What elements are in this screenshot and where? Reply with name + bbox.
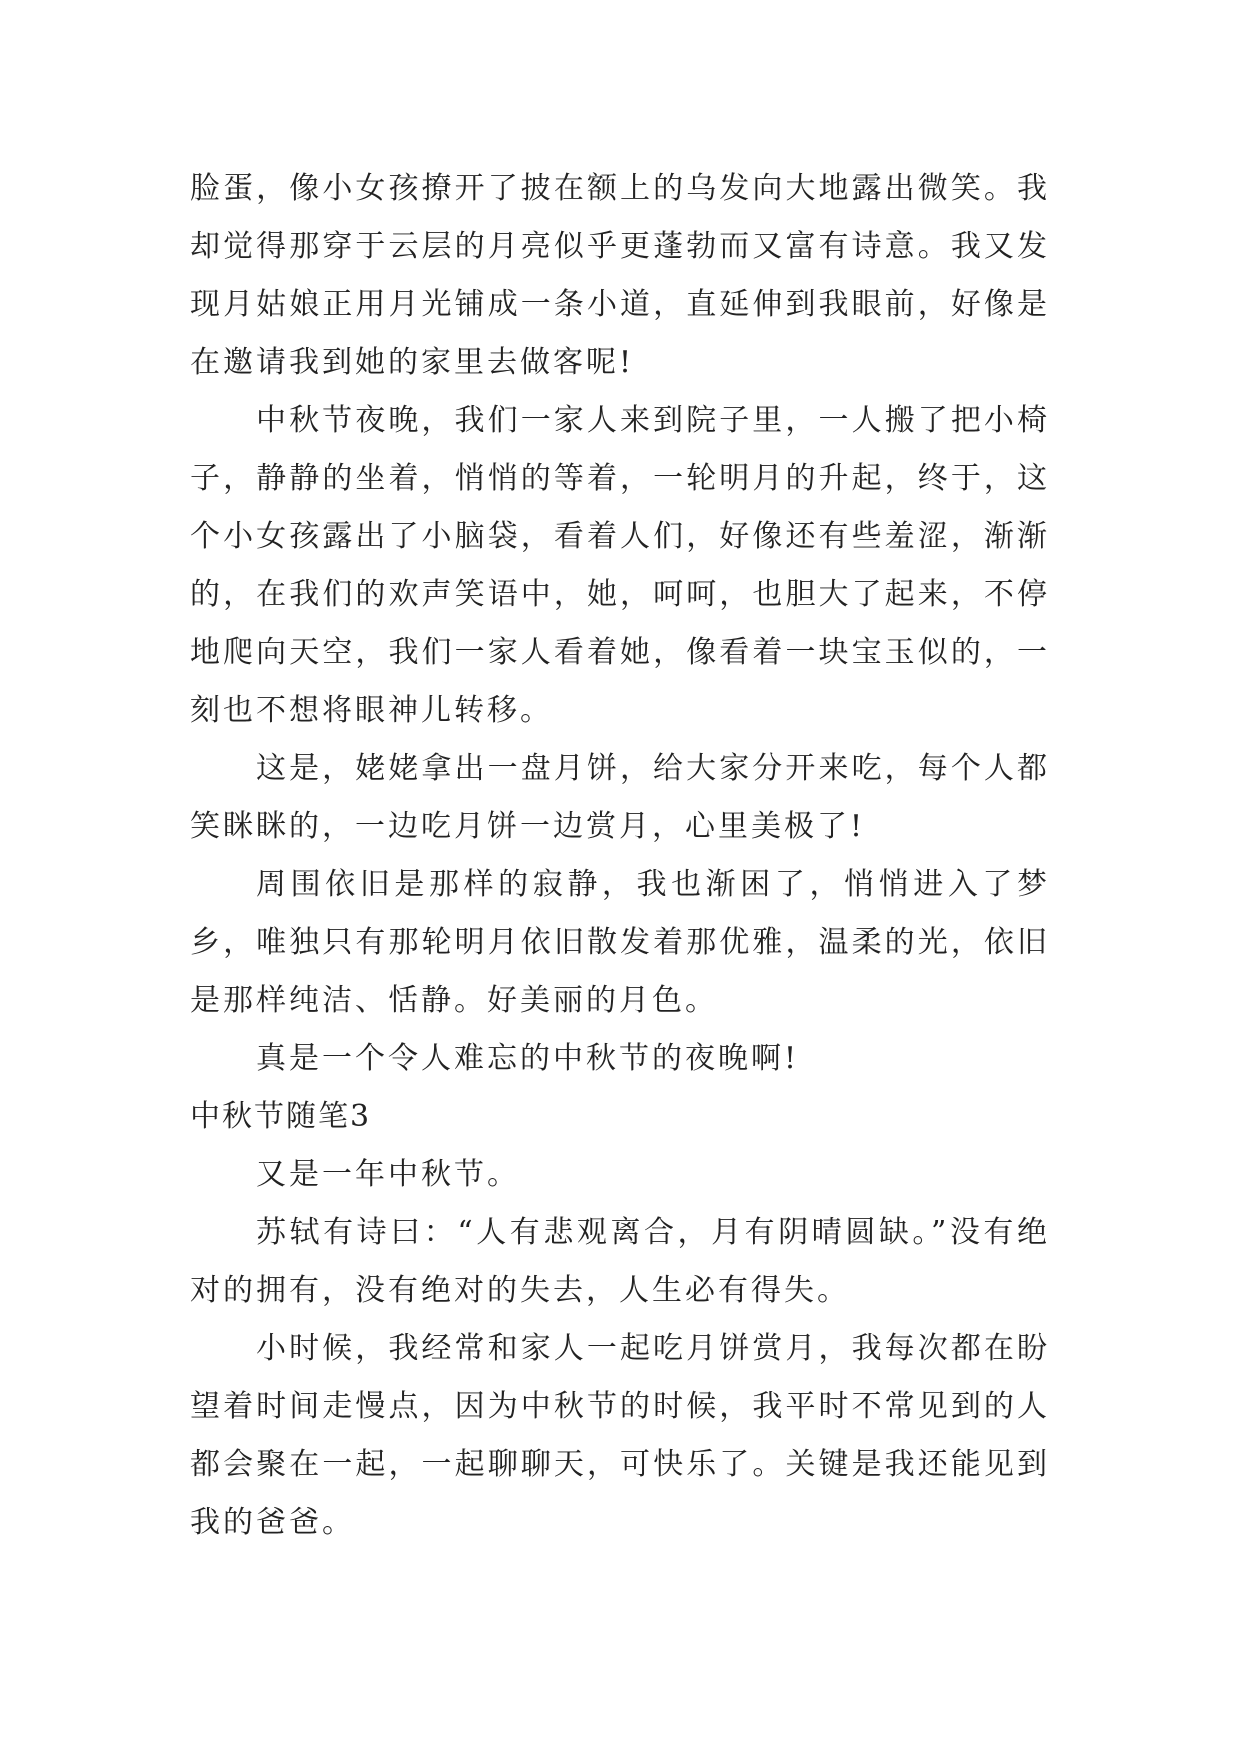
- paragraph-childhood: 小时候，我经常和家人一起吃月饼赏月，我每次都在盼望着时间走慢点，因为中秋节的时候，我平时不常见到的人都会聚在一起，一起聊聊天，可快乐了。关键是我还能见到我的爸爸。: [190, 1331, 1050, 1540]
- paragraph-mooncakes: 这是，姥姥拿出一盘月饼，给大家分开来吃，每个人都笑眯眯的，一边吃月饼一边赏月，心里美极了!: [190, 751, 1050, 844]
- document-body: [190, 160, 1050, 1552]
- paragraph-su-shi-poem: 苏轼有诗曰：“人有悲观离合，月有阴晴圆缺。”没有绝对的拥有，没有绝对的失去，人生必有得失。: [190, 1215, 1050, 1308]
- paragraph-quiet-night: 周围依旧是那样的寂静，我也渐困了，悄悄进入了梦乡，唯独只有那轮明月依旧散发着那优雅，温柔的光，依旧是那样纯洁、恬静。好美丽的月色。: [190, 867, 1050, 1018]
- paragraph-memorable-night: 真是一个令人难忘的中秋节的夜晚啊!: [256, 1041, 800, 1076]
- paragraph-mid-autumn-evening: 中秋节夜晚，我们一家人来到院子里，一人搬了把小椅子，静静的坐着，悄悄的等着，一轮明月的升起，终于，这个小女孩露出了小脑袋，看着人们，好像还有些羞涩，渐渐的，在我们的欢声笑语中，她，呵呵，也胆大了起来，不停地爬向天空，我们一家人看着她，像看着一块宝玉似的，一刻也不想将眼神儿转移。: [190, 403, 1050, 728]
- paragraph-another-year: 又是一年中秋节。: [256, 1157, 520, 1192]
- paragraph-continuation: 脸蛋，像小女孩撩开了披在额上的乌发向大地露出微笑。我却觉得那穿于云层的月亮似乎更蓬勃而又富有诗意。我又发现月姑娘正用月光铺成一条小道，直延伸到我眼前，好像是在邀请我到她的家里去做客呢!: [190, 171, 1050, 380]
- section-heading: 中秋节随笔3: [190, 1099, 372, 1134]
